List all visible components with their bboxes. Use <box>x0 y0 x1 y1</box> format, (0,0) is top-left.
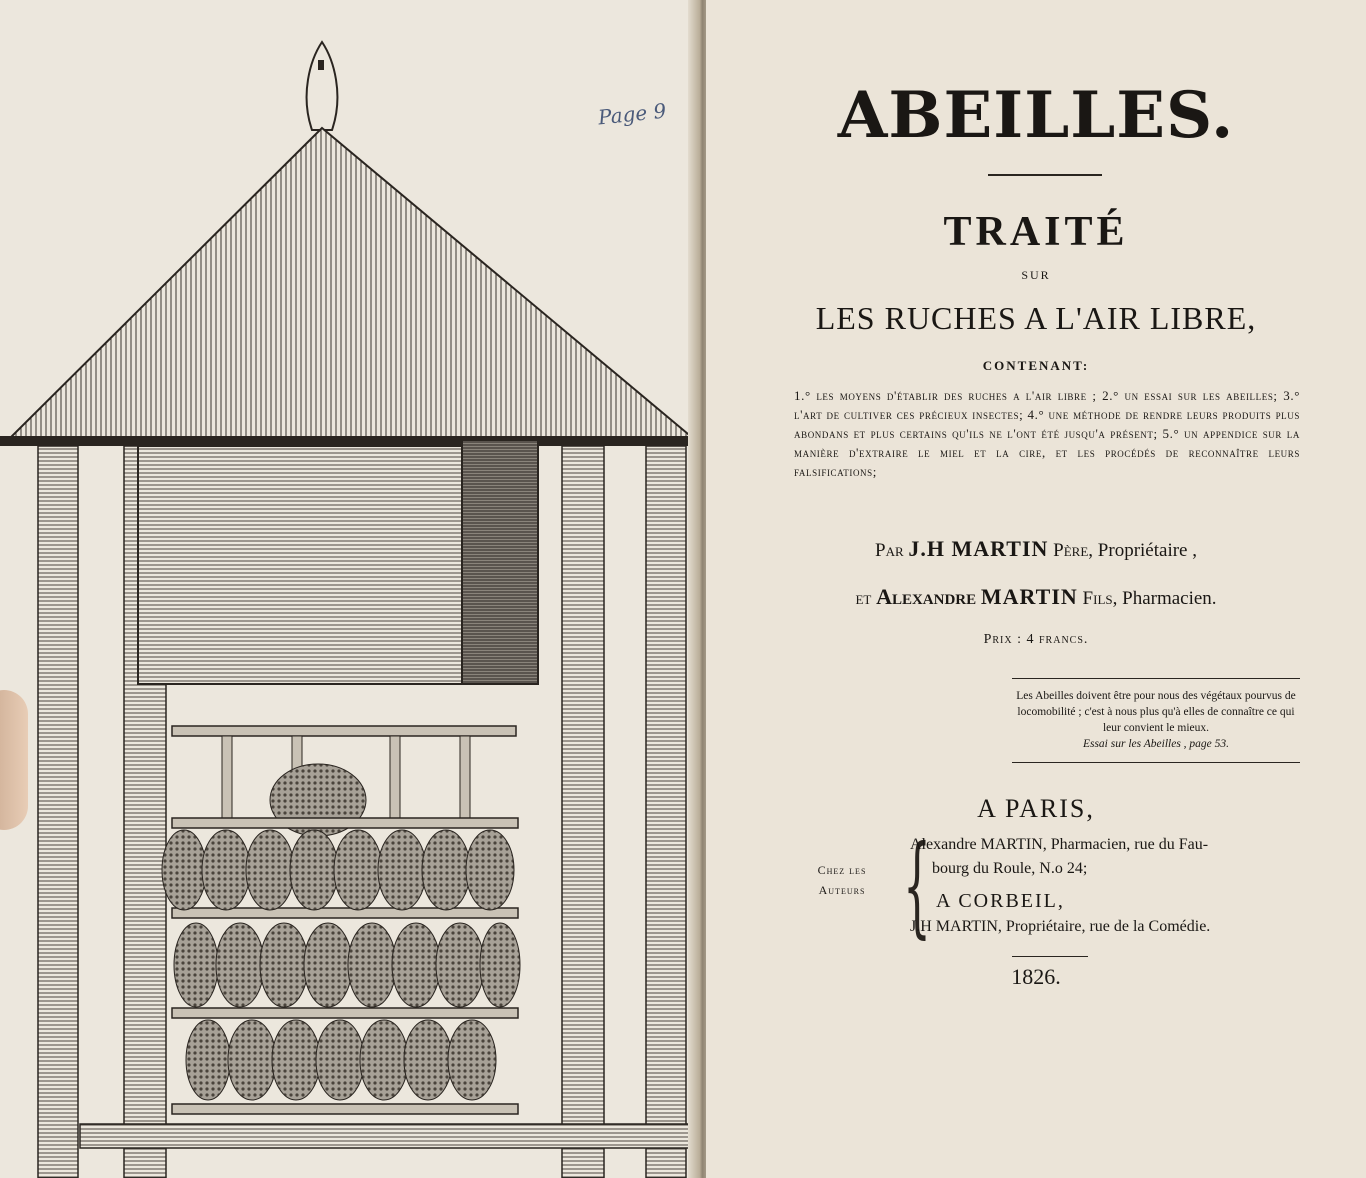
author-line-1 <box>706 536 1366 562</box>
title-rule <box>988 174 1102 176</box>
imprint-city-paris: A PARIS, <box>977 794 1095 823</box>
author2-name: MARTIN <box>980 584 1078 609</box>
contenant-label: CONTENANT: <box>982 358 1090 373</box>
author1-suffix: Père <box>1053 540 1089 561</box>
epigraph-top-rule <box>1012 678 1300 679</box>
epigraph-source: Essai sur les Abeilles , page 53. <box>1082 738 1230 750</box>
epigraph-bottom-rule <box>1012 762 1300 763</box>
right-page-title <box>706 0 1366 1178</box>
epigraph-text: Les Abeilles doivent être pour nous des végétaux pourvus de locomobilité ; c'est à nous plus qu'à elles de connaître ce qui leur convient le mieux. <box>1016 690 1296 734</box>
imprint-city-corbeil: A CORBEIL, <box>936 890 1065 912</box>
chez-label: Chez les <box>817 863 867 877</box>
brace: { <box>903 821 931 949</box>
subtitle-subject: LES RUCHES A L'AIR LIBRE, <box>815 300 1257 336</box>
author2-role: , Pharmacien. <box>1112 588 1217 609</box>
epigraph-block <box>1012 688 1300 752</box>
subtitle-traite: TRAITÉ <box>943 209 1129 255</box>
author2-first: Alexandre <box>876 584 977 609</box>
auteurs-label: Auteurs <box>818 883 866 897</box>
author1-role: , Propriétaire , <box>1088 540 1197 561</box>
author1-name: J.H MARTIN <box>908 536 1049 561</box>
year-rule <box>1012 956 1088 957</box>
author2-prefix: et <box>855 588 872 609</box>
author-line-2 <box>706 584 1366 610</box>
book-title: ABEILLES. <box>837 78 1235 153</box>
address-paris-line1: Alexandre MARTIN, Pharmacien, rue du Fau- <box>910 836 1209 853</box>
contents-description: 1.° les moyens d'établir des ruches a l'air libre ; 2.° un essai sur les abeilles; 3.° l'art de cultiver ces précieux insectes; 4.° une méthode de rendre leurs produits plus abondans et plus certains qu'ils ne l'ont été jusqu'a présent; 5.° un appendice sur la manière d'extraire le miel et la cire, et les procédés de reconnaître leurs falsifications; <box>794 388 1300 479</box>
handwritten-page-note: Page 9 <box>596 98 668 130</box>
price: Prix : 4 francs. <box>983 632 1089 647</box>
subtitle-sur: SUR <box>1021 268 1051 282</box>
address-paris-line2: bourg du Roule, N.o 24; <box>932 860 1088 877</box>
thumb <box>0 690 28 830</box>
author2-suffix: Fils <box>1082 588 1113 609</box>
author1-prefix: Par <box>875 540 904 561</box>
publication-year: 1826. <box>1011 964 1061 989</box>
epigraph <box>1012 678 1300 764</box>
address-corbeil: J.H MARTIN, Propriétaire, rue de la Comédie. <box>910 918 1211 935</box>
chez-les-auteurs <box>802 860 882 900</box>
